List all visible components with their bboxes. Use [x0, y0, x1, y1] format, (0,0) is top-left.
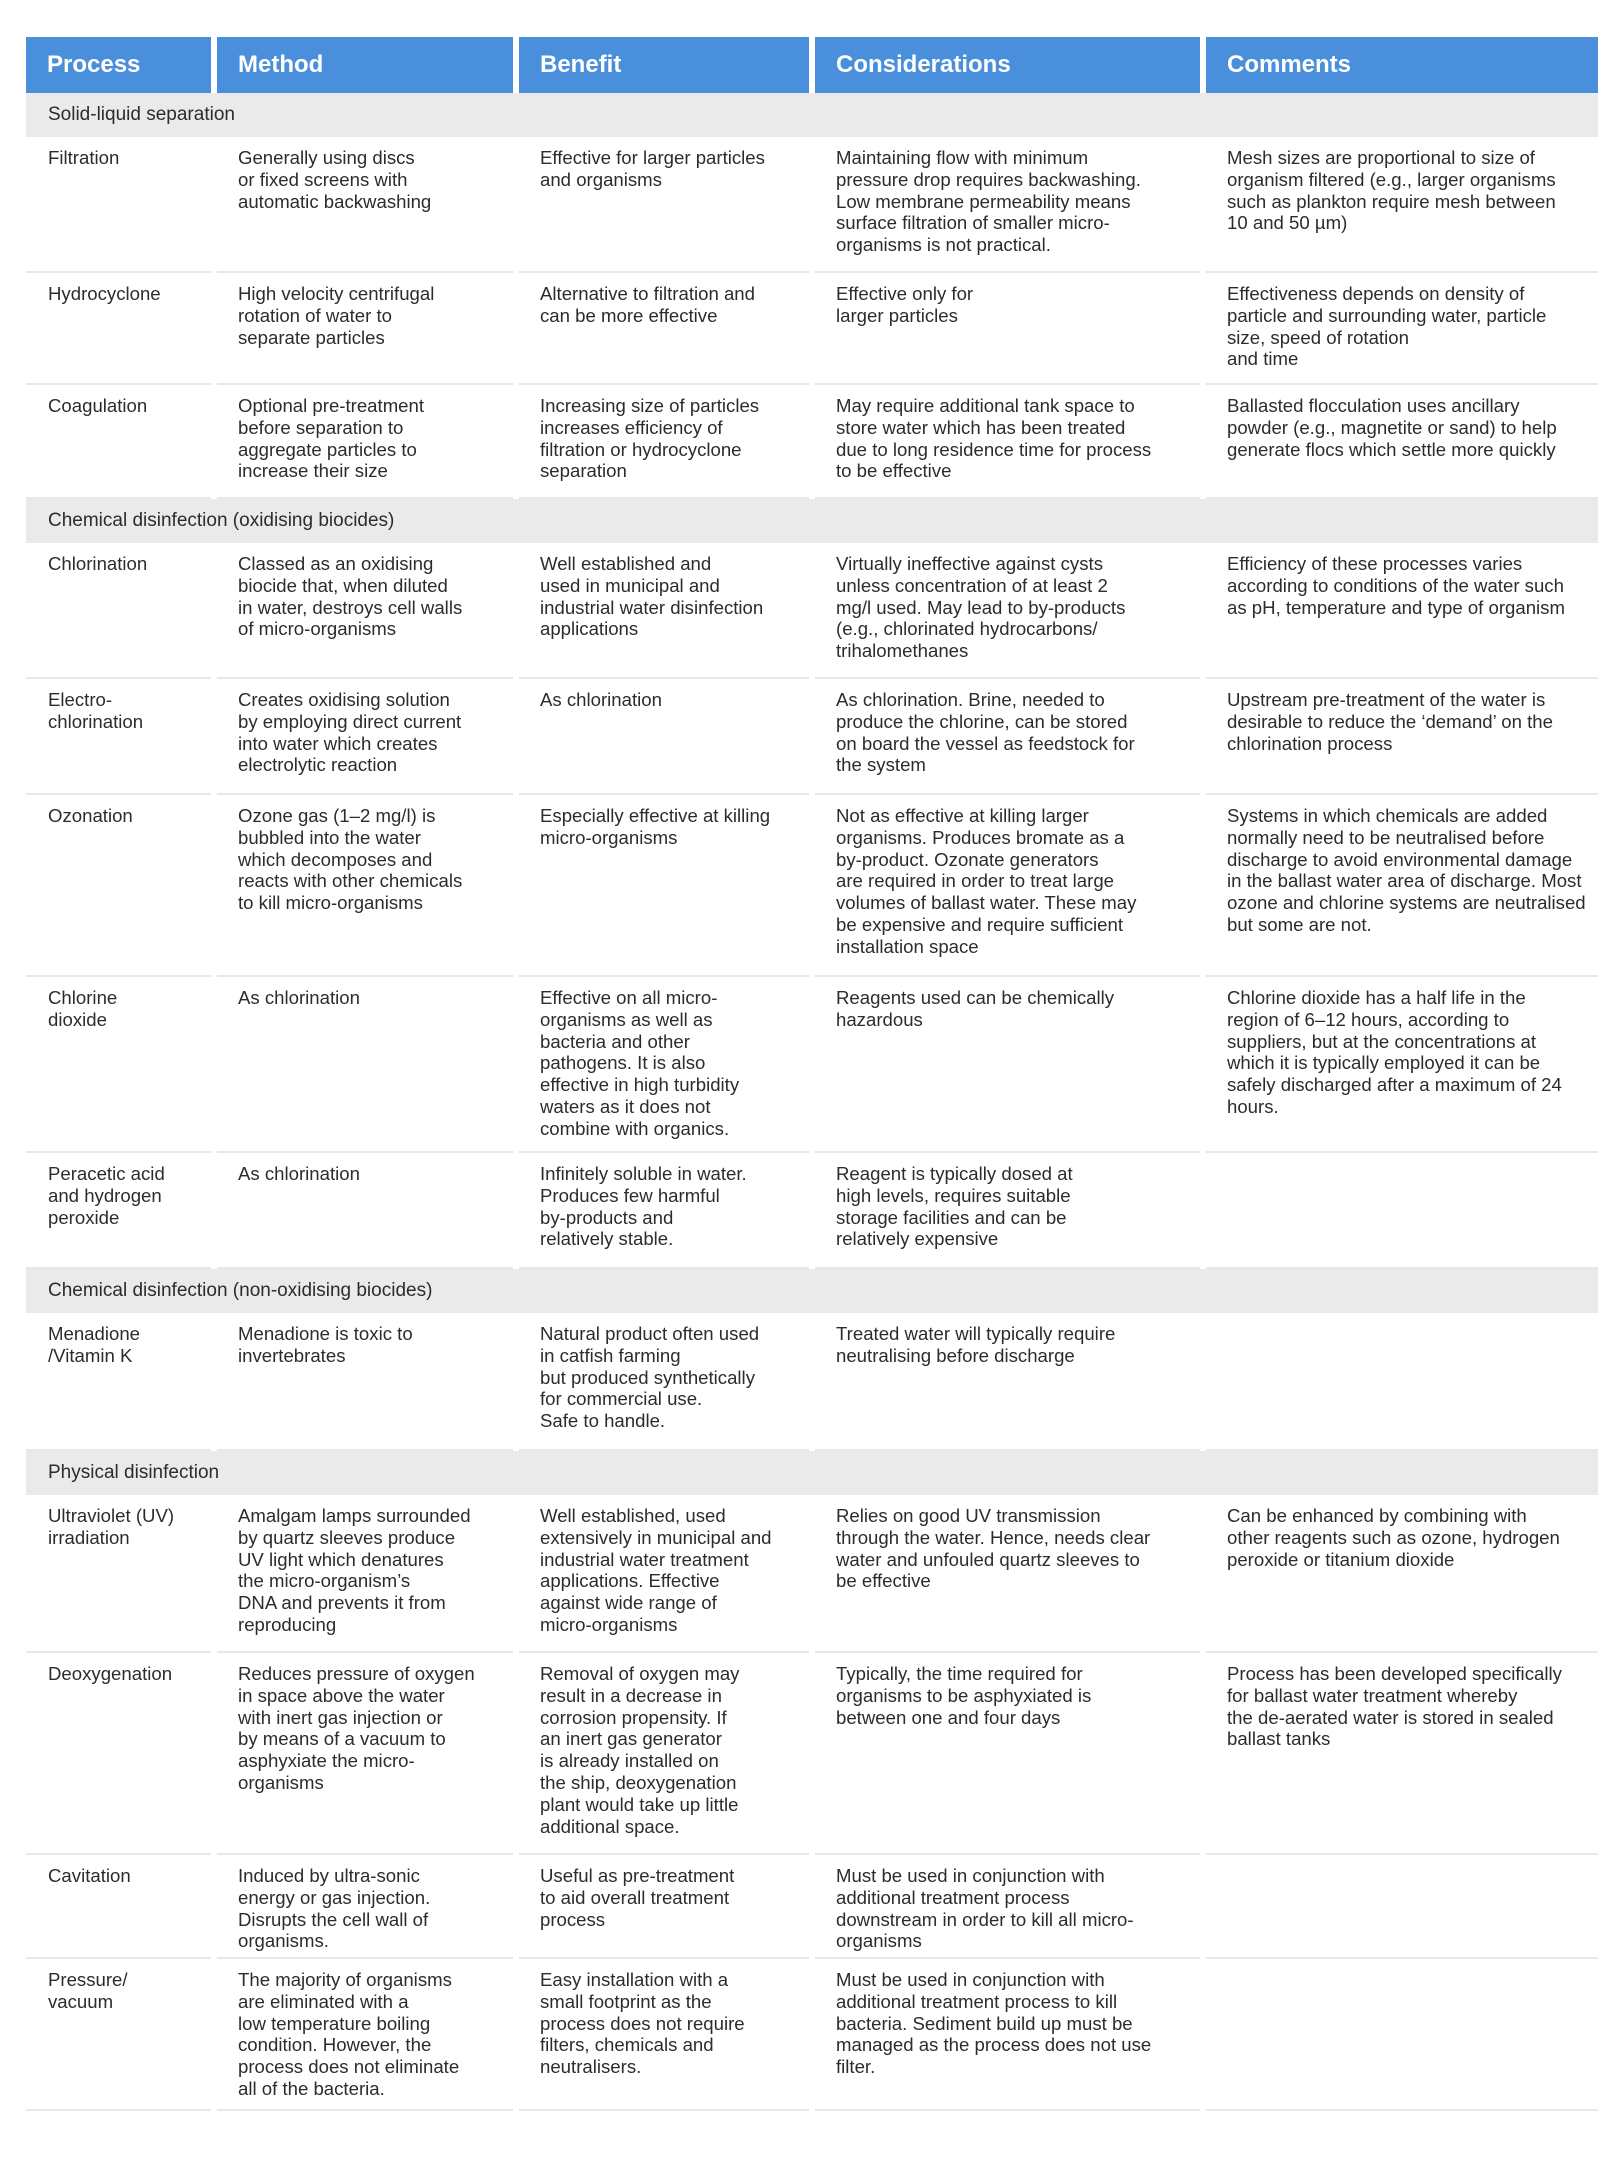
- cell-comments: [1206, 795, 1598, 977]
- cell-text-line: for commercial use.: [540, 1388, 703, 1410]
- cell-considerations: [815, 273, 1200, 385]
- cell-text-line: additional treatment process: [836, 1886, 1070, 1908]
- cell-text-line: Optional pre-treatment: [238, 395, 425, 416]
- cell-text-line: neutralising before discharge: [836, 1344, 1075, 1366]
- cell-text-line: organisms.: [238, 1930, 329, 1952]
- cell-text-line: for ballast water treatment whereby: [1227, 1684, 1518, 1706]
- cell-text-line: but some are not.: [1227, 913, 1372, 935]
- cell-text-line: can be more effective: [540, 304, 718, 326]
- cell-text-line: Menadione: [48, 1323, 141, 1344]
- table-body: [26, 93, 1598, 2111]
- cell-text-line: energy or gas injection.: [238, 1886, 431, 1908]
- cell-text-line: or fixed screens with: [238, 168, 408, 190]
- cell-text-line: which it is typically employed it can be: [1227, 1052, 1541, 1074]
- table-row: [26, 679, 1598, 795]
- table-row: [26, 385, 1598, 499]
- cell-text-line: before separation to: [238, 416, 404, 438]
- cell-text-line: Ozonation: [48, 805, 133, 826]
- cell-method: [217, 1855, 513, 1959]
- cell-text-line: (e.g., chlorinated hydrocarbons/: [836, 618, 1098, 640]
- cell-text-line: storage facilities and can be: [836, 1206, 1067, 1228]
- cell-text-line: unless concentration of at least 2: [836, 574, 1108, 596]
- cell-text-line: chlorination: [48, 710, 144, 732]
- cell-considerations: [815, 679, 1200, 795]
- cell-benefit: [519, 1855, 809, 1959]
- cell-text-line: Easy installation with a: [540, 1969, 729, 1990]
- cell-text-line: against wide range of: [540, 1592, 717, 1614]
- cell-text-line: organisms is not practical.: [836, 234, 1051, 256]
- cell-text-line: used in municipal and: [540, 574, 720, 596]
- cell-text-line: condition. However, the: [238, 2034, 432, 2056]
- cell-text-line: Upstream pre-treatment of the water is: [1227, 689, 1546, 710]
- cell-text-line: Low membrane permeability means: [836, 190, 1131, 212]
- cell-text-line: 10 and 50 µm): [1227, 212, 1348, 234]
- cell-text-line: reacts with other chemicals: [238, 870, 463, 892]
- cell-comments: [1206, 1653, 1598, 1855]
- section-header: Chemical disinfection (oxidising biocides): [26, 499, 1598, 543]
- cell-text-line: safely discharged after a maximum of 24: [1227, 1074, 1562, 1096]
- cell-process: [26, 1653, 211, 1855]
- cell-text-line: according to conditions of the water such: [1227, 574, 1564, 596]
- cell-considerations: [815, 1495, 1200, 1653]
- cell-text-line: Typically, the time required for: [836, 1663, 1083, 1684]
- cell-process: [26, 273, 211, 385]
- table-row: [26, 1959, 1598, 2111]
- cell-text-line: Safe to handle.: [540, 1410, 666, 1432]
- section-header: Solid-liquid separation: [26, 93, 1598, 137]
- cell-text-line: DNA and prevents it from: [238, 1592, 446, 1614]
- cell-text-line: which decomposes and: [238, 848, 433, 870]
- cell-process: [26, 795, 211, 977]
- cell-text-line: neutralisers.: [540, 2056, 642, 2078]
- cell-text-line: in water, destroys cell walls: [238, 596, 463, 618]
- cell-text-line: industrial water treatment: [540, 1548, 749, 1570]
- cell-text-line: and time: [1227, 348, 1299, 370]
- cell-benefit: [519, 137, 809, 273]
- cell-method: [217, 1313, 513, 1451]
- cell-benefit: [519, 679, 809, 795]
- cell-text-line: Useful as pre-treatment: [540, 1865, 735, 1886]
- cell-text-line: ballast tanks: [1227, 1728, 1331, 1750]
- cell-text-line: be expensive and require sufficient: [836, 913, 1124, 935]
- header-considerations: Considerations: [815, 37, 1200, 93]
- cell-text-line: managed as the process does not use: [836, 2034, 1152, 2056]
- cell-text-line: industrial water disinfection: [540, 596, 764, 618]
- cell-text-line: Mesh sizes are proportional to size of: [1227, 147, 1535, 168]
- cell-process: [26, 137, 211, 273]
- cell-text-line: vacuum: [48, 1990, 114, 2012]
- cell-text-line: Increasing size of particles: [540, 395, 760, 416]
- cell-method: [217, 273, 513, 385]
- cell-text-line: pathogens. It is also: [540, 1052, 706, 1074]
- cell-text-line: organisms: [238, 1771, 324, 1793]
- cell-text-line: Effective on all micro-: [540, 987, 718, 1008]
- cell-text-line: to kill micro-organisms: [238, 892, 423, 914]
- cell-text-line: by quartz sleeves produce: [238, 1526, 456, 1548]
- cell-text-line: the de-aerated water is stored in sealed: [1227, 1706, 1554, 1728]
- cell-comments: [1206, 1495, 1598, 1653]
- cell-text-line: installation space: [836, 935, 979, 957]
- cell-text-line: desirable to reduce the ‘demand’ on the: [1227, 710, 1553, 732]
- cell-text-line: suppliers, but at the concentrations at: [1227, 1030, 1537, 1052]
- cell-text-line: as pH, temperature and type of organism: [1227, 596, 1565, 618]
- cell-benefit: [519, 1495, 809, 1653]
- cell-text-line: Efficiency of these processes varies: [1227, 553, 1523, 574]
- cell-text-line: high levels, requires suitable: [836, 1184, 1071, 1206]
- cell-text-line: peroxide or titanium dioxide: [1227, 1548, 1455, 1570]
- cell-text-line: through the water. Hence, needs clear: [836, 1526, 1151, 1548]
- cell-comments: [1206, 385, 1598, 499]
- table-row: [26, 273, 1598, 385]
- cell-text-line: Cavitation: [48, 1865, 131, 1886]
- cell-text-line: automatic backwashing: [238, 190, 432, 212]
- cell-text-line: Effectiveness depends on density of: [1227, 283, 1525, 304]
- cell-text-line: produce the chlorine, can be stored: [836, 710, 1128, 732]
- cell-text-line: and hydrogen: [48, 1184, 162, 1206]
- cell-text-line: small footprint as the: [540, 1990, 712, 2012]
- cell-text-line: chlorination process: [1227, 732, 1393, 754]
- cell-text-line: High velocity centrifugal: [238, 283, 435, 304]
- cell-text-line: Virtually ineffective against cysts: [836, 553, 1103, 574]
- cell-text-line: size, speed of rotation: [1227, 326, 1409, 348]
- cell-benefit: [519, 795, 809, 977]
- cell-text-line: Well established and: [540, 553, 712, 574]
- cell-text-line: trihalomethanes: [836, 640, 969, 662]
- cell-text-line: generate flocs which settle more quickly: [1227, 438, 1556, 460]
- cell-text-line: Coagulation: [48, 395, 148, 416]
- cell-text-line: in catfish farming: [540, 1344, 681, 1366]
- cell-text-line: Must be used in conjunction with: [836, 1865, 1105, 1886]
- table-row: [26, 137, 1598, 273]
- cell-method: [217, 679, 513, 795]
- cell-text-line: Ultraviolet (UV): [48, 1505, 175, 1526]
- cell-text-line: are eliminated with a: [238, 1990, 409, 2012]
- cell-text-line: dioxide: [48, 1008, 107, 1030]
- cell-text-line: process: [540, 1908, 606, 1930]
- cell-comments: [1206, 1855, 1598, 1959]
- cell-benefit: [519, 977, 809, 1153]
- cell-text-line: Infinitely soluble in water.: [540, 1163, 747, 1184]
- cell-text-line: on board the vessel as feedstock for: [836, 732, 1135, 754]
- cell-text-line: process does not require: [540, 2012, 745, 2034]
- cell-text-line: the system: [836, 754, 926, 776]
- cell-text-line: surface filtration of smaller micro-: [836, 212, 1110, 234]
- cell-method: [217, 1153, 513, 1269]
- cell-method: [217, 1959, 513, 2111]
- cell-text-line: Relies on good UV transmission: [836, 1505, 1101, 1526]
- header-process: Process: [26, 37, 211, 93]
- cell-text-line: normally need to be neutralised before: [1227, 826, 1545, 848]
- cell-text-line: of micro-organisms: [238, 618, 397, 640]
- cell-text-line: waters as it does not: [540, 1095, 711, 1117]
- cell-text-line: May require additional tank space to: [836, 395, 1135, 416]
- cell-text-line: discharge to avoid environmental damage: [1227, 848, 1573, 870]
- cell-comments: [1206, 273, 1598, 385]
- cell-text-line: but produced synthetically: [540, 1366, 755, 1388]
- cell-method: [217, 1495, 513, 1653]
- cell-text-line: hours.: [1227, 1095, 1279, 1117]
- cell-method: [217, 137, 513, 273]
- cell-text-line: Classed as an oxidising: [238, 553, 434, 574]
- cell-method: [217, 977, 513, 1153]
- cell-text-line: by-product. Ozonate generators: [836, 848, 1099, 870]
- cell-text-line: Alternative to filtration and: [540, 283, 755, 304]
- cell-text-line: Produces few harmful: [540, 1184, 720, 1206]
- treatment-table: [26, 37, 1598, 2111]
- cell-text-line: bacteria and other: [540, 1030, 690, 1052]
- cell-benefit: [519, 385, 809, 499]
- cell-method: [217, 795, 513, 977]
- cell-text-line: by employing direct current: [238, 710, 462, 732]
- cell-considerations: [815, 137, 1200, 273]
- cell-considerations: [815, 1313, 1200, 1451]
- cell-text-line: As chlorination. Brine, needed to: [836, 689, 1105, 710]
- cell-text-line: As chlorination: [238, 1163, 360, 1184]
- cell-text-line: aggregate particles to: [238, 438, 417, 460]
- cell-text-line: Menadione is toxic to: [238, 1323, 413, 1344]
- table-row: [26, 977, 1598, 1153]
- cell-benefit: [519, 1653, 809, 1855]
- cell-text-line: /Vitamin K: [48, 1344, 133, 1366]
- cell-considerations: [815, 1855, 1200, 1959]
- cell-text-line: irradiation: [48, 1526, 130, 1548]
- cell-text-line: Treated water will typically require: [836, 1323, 1116, 1344]
- cell-text-line: As chlorination: [540, 689, 662, 710]
- cell-text-line: effective in high turbidity: [540, 1074, 740, 1096]
- cell-text-line: Chlorine: [48, 987, 118, 1008]
- cell-text-line: Natural product often used: [540, 1323, 760, 1344]
- cell-comments: [1206, 137, 1598, 273]
- cell-text-line: Reagents used can be chemically: [836, 987, 1115, 1008]
- cell-text-line: organisms as well as: [540, 1008, 713, 1030]
- cell-text-line: Chlorination: [48, 553, 148, 574]
- cell-text-line: peroxide: [48, 1206, 120, 1228]
- cell-text-line: an inert gas generator: [540, 1728, 722, 1750]
- table-row: [26, 795, 1598, 977]
- cell-text-line: result in a decrease in: [540, 1684, 722, 1706]
- cell-process: [26, 1313, 211, 1451]
- cell-text-line: Creates oxidising solution: [238, 689, 450, 710]
- cell-considerations: [815, 1653, 1200, 1855]
- cell-text-line: additional space.: [540, 1815, 680, 1837]
- cell-text-line: particle and surrounding water, particle: [1227, 304, 1547, 326]
- cell-considerations: [815, 1959, 1200, 2111]
- cell-text-line: due to long residence time for process: [836, 438, 1152, 460]
- cell-text-line: Filtration: [48, 147, 120, 168]
- cell-text-line: Generally using discs: [238, 147, 415, 168]
- cell-text-line: additional treatment process to kill: [836, 1990, 1118, 2012]
- cell-text-line: pressure drop requires backwashing.: [836, 168, 1141, 190]
- cell-text-line: filtration or hydrocyclone: [540, 438, 742, 460]
- cell-text-line: Systems in which chemicals are added: [1227, 805, 1548, 826]
- cell-text-line: Induced by ultra-sonic: [238, 1865, 420, 1886]
- table-row: [26, 543, 1598, 679]
- cell-text-line: extensively in municipal and: [540, 1526, 772, 1548]
- cell-considerations: [815, 795, 1200, 977]
- table-row: [26, 1653, 1598, 1855]
- cell-text-line: other reagents such as ozone, hydrogen: [1227, 1526, 1560, 1548]
- cell-text-line: bacteria. Sediment build up must be: [836, 2012, 1133, 2034]
- cell-text-line: Pressure/: [48, 1969, 128, 1990]
- table-row: [26, 1313, 1598, 1451]
- cell-text-line: Effective only for: [836, 283, 974, 304]
- cell-text-line: low temperature boiling: [238, 2012, 431, 2034]
- cell-text-line: relatively expensive: [836, 1228, 999, 1250]
- cell-text-line: organisms: [836, 1930, 922, 1952]
- cell-benefit: [519, 1313, 809, 1451]
- cell-text-line: corrosion propensity. If: [540, 1706, 727, 1728]
- cell-text-line: volumes of ballast water. These may: [836, 892, 1137, 914]
- cell-text-line: in space above the water: [238, 1684, 445, 1706]
- cell-text-line: Electro-: [48, 689, 113, 710]
- cell-comments: [1206, 1153, 1598, 1269]
- cell-text-line: combine with organics.: [540, 1117, 730, 1139]
- cell-text-line: into water which creates: [238, 732, 438, 754]
- cell-text-line: all of the bacteria.: [238, 2077, 385, 2099]
- cell-considerations: [815, 543, 1200, 679]
- cell-process: [26, 679, 211, 795]
- cell-text-line: filters, chemicals and: [540, 2034, 714, 2056]
- cell-text-line: increase their size: [238, 460, 388, 482]
- cell-text-line: be effective: [836, 1570, 931, 1592]
- cell-text-line: store water which has been treated: [836, 416, 1126, 438]
- cell-text-line: Not as effective at killing larger: [836, 805, 1089, 826]
- cell-text-line: Hydrocyclone: [48, 283, 161, 304]
- cell-text-line: organism filtered (e.g., larger organisms: [1227, 168, 1556, 190]
- table-header: [26, 37, 1598, 93]
- cell-process: [26, 977, 211, 1153]
- cell-text-line: applications. Effective: [540, 1570, 720, 1592]
- cell-text-line: Removal of oxygen may: [540, 1663, 740, 1684]
- cell-text-line: powder (e.g., magnetite or sand) to help: [1227, 416, 1557, 438]
- cell-process: [26, 1495, 211, 1653]
- cell-text-line: by-products and: [540, 1206, 674, 1228]
- cell-text-line: downstream in order to kill all micro-: [836, 1908, 1134, 1930]
- cell-text-line: with inert gas injection or: [238, 1706, 443, 1728]
- cell-comments: [1206, 977, 1598, 1153]
- cell-text-line: Can be enhanced by combining with: [1227, 1505, 1527, 1526]
- cell-text-line: is already installed on: [540, 1750, 719, 1772]
- cell-considerations: [815, 977, 1200, 1153]
- cell-text-line: such as plankton require mesh between: [1227, 190, 1556, 212]
- cell-text-line: invertebrates: [238, 1344, 346, 1366]
- cell-text-line: Reagent is typically dosed at: [836, 1163, 1073, 1184]
- cell-text-line: and organisms: [540, 168, 662, 190]
- cell-text-line: micro-organisms: [540, 1613, 678, 1635]
- cell-text-line: Especially effective at killing: [540, 805, 771, 826]
- cell-text-line: process does not eliminate: [238, 2056, 460, 2078]
- cell-text-line: separate particles: [238, 326, 385, 348]
- cell-text-line: Ozone gas (1–2 mg/l) is: [238, 805, 436, 826]
- cell-text-line: by means of a vacuum to: [238, 1728, 446, 1750]
- cell-text-line: separation: [540, 460, 627, 482]
- cell-process: [26, 385, 211, 499]
- cell-process: [26, 1959, 211, 2111]
- header-benefit: Benefit: [519, 37, 809, 93]
- cell-considerations: [815, 1153, 1200, 1269]
- cell-text-line: electrolytic reaction: [238, 754, 398, 776]
- cell-text-line: Process has been developed specifically: [1227, 1663, 1562, 1684]
- cell-method: [217, 1653, 513, 1855]
- cell-text-line: Disrupts the cell wall of: [238, 1908, 429, 1930]
- section-header: Physical disinfection: [26, 1451, 1598, 1495]
- section-header: Chemical disinfection (non-oxidising biocides): [26, 1269, 1598, 1313]
- cell-text-line: to be effective: [836, 460, 952, 482]
- cell-text-line: Maintaining flow with minimum: [836, 147, 1089, 168]
- cell-text-line: asphyxiate the micro-: [238, 1750, 415, 1772]
- cell-text-line: Reduces pressure of oxygen: [238, 1663, 475, 1684]
- cell-text-line: applications: [540, 618, 639, 640]
- cell-text-line: Well established, used: [540, 1505, 726, 1526]
- cell-benefit: [519, 1153, 809, 1269]
- cell-benefit: [519, 273, 809, 385]
- cell-text-line: Deoxygenation: [48, 1663, 173, 1684]
- cell-text-line: between one and four days: [836, 1706, 1061, 1728]
- header-method: Method: [217, 37, 513, 93]
- cell-text-line: region of 6–12 hours, according to: [1227, 1008, 1510, 1030]
- cell-text-line: organisms. Produces bromate as a: [836, 826, 1125, 848]
- table-row: [26, 1855, 1598, 1959]
- cell-text-line: water and unfouled quartz sleeves to: [836, 1548, 1140, 1570]
- cell-text-line: mg/l used. May lead to by-products: [836, 596, 1126, 618]
- cell-text-line: plant would take up little: [540, 1793, 739, 1815]
- cell-text-line: ozone and chlorine systems are neutralised: [1227, 892, 1586, 914]
- cell-method: [217, 543, 513, 679]
- cell-process: [26, 1855, 211, 1959]
- cell-text-line: bubbled into the water: [238, 826, 421, 848]
- cell-text-line: larger particles: [836, 304, 958, 326]
- cell-text-line: biocide that, when diluted: [238, 574, 448, 596]
- cell-comments: [1206, 1313, 1598, 1451]
- cell-text-line: Chlorine dioxide has a half life in the: [1227, 987, 1526, 1008]
- cell-text-line: Amalgam lamps surrounded: [238, 1505, 471, 1526]
- cell-benefit: [519, 543, 809, 679]
- cell-method: [217, 385, 513, 499]
- cell-text-line: to aid overall treatment: [540, 1886, 730, 1908]
- cell-text-line: Ballasted flocculation uses ancillary: [1227, 395, 1520, 416]
- cell-process: [26, 543, 211, 679]
- cell-text-line: UV light which denatures: [238, 1548, 444, 1570]
- cell-text-line: micro-organisms: [540, 826, 678, 848]
- cell-comments: [1206, 679, 1598, 795]
- cell-text-line: are required in order to treat large: [836, 870, 1115, 892]
- cell-text-line: relatively stable.: [540, 1228, 674, 1250]
- cell-process: [26, 1153, 211, 1269]
- cell-considerations: [815, 385, 1200, 499]
- cell-text-line: As chlorination: [238, 987, 360, 1008]
- cell-text-line: hazardous: [836, 1008, 923, 1030]
- cell-benefit: [519, 1959, 809, 2111]
- cell-text-line: the ship, deoxygenation: [540, 1771, 737, 1793]
- cell-text-line: the micro-organism’s: [238, 1570, 411, 1592]
- cell-text-line: The majority of organisms: [238, 1969, 452, 1990]
- table-row: [26, 1495, 1598, 1653]
- cell-text-line: reproducing: [238, 1613, 337, 1635]
- cell-text-line: in the ballast water area of discharge. Most: [1227, 870, 1582, 892]
- cell-text-line: rotation of water to: [238, 304, 392, 326]
- cell-text-line: filter.: [836, 2056, 876, 2078]
- cell-text-line: Must be used in conjunction with: [836, 1969, 1105, 1990]
- cell-text-line: increases efficiency of: [540, 416, 723, 438]
- cell-comments: [1206, 543, 1598, 679]
- header-comments: Comments: [1206, 37, 1598, 93]
- table-row: [26, 1153, 1598, 1269]
- cell-text-line: Peracetic acid: [48, 1163, 165, 1184]
- cell-text-line: Effective for larger particles: [540, 147, 765, 168]
- cell-comments: [1206, 1959, 1598, 2111]
- cell-text-line: organisms to be asphyxiated is: [836, 1684, 1092, 1706]
